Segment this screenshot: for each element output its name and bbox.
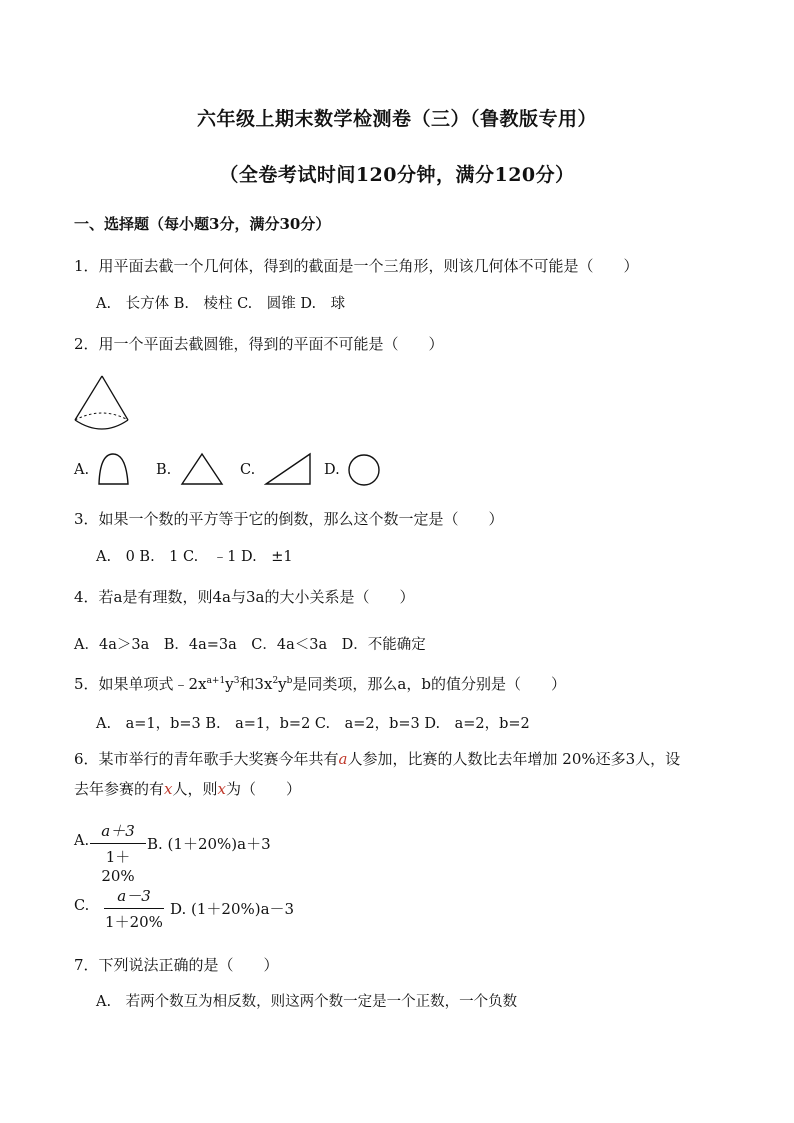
- q6-option-a-denominator: 1＋20%: [101, 848, 135, 885]
- question-5: [74, 673, 566, 694]
- option-c-label: C.: [240, 462, 256, 478]
- question-5-options: A. a=1，b=3 B. a=1，b=2 C. a=2，b=3 D. a=2，b=2: [96, 716, 530, 732]
- question-7-option-a: A. 若两个数互为相反数，则这两个数一定是一个正数，一个负数: [96, 994, 518, 1010]
- q5-mid: 和3x: [239, 675, 273, 693]
- q6-variable-x-2: x: [217, 780, 226, 798]
- cone-figure: [70, 372, 134, 434]
- circle-shape: [346, 452, 382, 488]
- q5-stem-post: 是同类项，那么a，b的值分别是（ ）: [292, 675, 566, 693]
- question-3-options: A. 0 B. 1 C. ﹣1 D. ±1: [96, 549, 293, 565]
- q6-text-4: 人，则: [172, 780, 218, 798]
- q5-exponent-3: 2: [272, 676, 279, 686]
- question-4-options: A．4a＞3a B．4a=3a C．4a＜3a D．不能确定: [74, 637, 426, 653]
- q6-option-c-numerator: a－3: [117, 887, 151, 905]
- q6-text-1: 6．某市举行的青年歌手大奖赛今年共有: [74, 750, 339, 768]
- question-7: 7．下列说法正确的是（ ）: [74, 956, 279, 974]
- triangle-shape: [180, 452, 224, 486]
- q6-variable-a: a: [338, 750, 348, 768]
- question-1-options: A. 长方体 B. 棱柱 C. 圆锥 D. 球: [96, 296, 346, 312]
- question-3: 3．如果一个数的平方等于它的倒数，那么这个数一定是（ ）: [74, 510, 504, 528]
- q5-var-y1: y: [225, 675, 234, 693]
- q5-exponent-2: 3: [233, 676, 240, 686]
- option-a-label: A.: [74, 462, 90, 478]
- right-triangle-shape: [264, 452, 312, 486]
- question-6-line-1: [74, 748, 680, 769]
- q6-text-2: 人参加，比赛的人数比去年增加 20%还多3人，设: [347, 750, 681, 768]
- section-heading: 一、选择题（每小题3分，满分30分）: [74, 215, 331, 233]
- page-subtitle: （全卷考试时间120分钟，满分120分）: [219, 164, 575, 186]
- page-title: 六年级上期末数学检测卷（三）（鲁教版专用）: [196, 108, 597, 130]
- question-1: 1．用平面去截一个几何体，得到的截面是一个三角形，则该几何体不可能是（ ）: [74, 257, 639, 275]
- option-d-label: D.: [324, 462, 340, 478]
- q6-option-c-fraction: [104, 885, 164, 932]
- q6-option-b: B. (1＋20%)a＋3: [147, 835, 271, 853]
- q6-variable-x: x: [164, 780, 173, 798]
- option-b-label: B.: [156, 462, 172, 478]
- q5-exponent-1: a+1: [206, 676, 226, 686]
- q5-exponent-4: b: [286, 676, 293, 686]
- q6-option-a-fraction: [90, 820, 146, 885]
- q5-var-y2: y: [278, 675, 287, 693]
- q6-option-a-label: A.: [74, 833, 90, 849]
- fraction-bar: [90, 843, 146, 844]
- question-6-line-2: [74, 778, 301, 799]
- q6-text-5: 为（ ）: [225, 780, 301, 798]
- parabola-section-shape: [96, 452, 132, 486]
- q6-option-c-label: C.: [74, 898, 90, 914]
- question-2: 2．用一个平面去截圆锥，得到的平面不可能是（ ）: [74, 335, 444, 353]
- question-4: 4．若a是有理数，则4a与3a的大小关系是（ ）: [74, 588, 415, 606]
- q6-option-c-denominator: 1＋20%: [105, 913, 163, 931]
- q5-stem-pre: 5．如果单项式﹣2x: [74, 675, 207, 693]
- q6-option-a-numerator: a＋3: [101, 822, 135, 840]
- q6-option-d: D. (1＋20%)a－3: [170, 900, 295, 918]
- fraction-bar: [104, 908, 164, 909]
- q6-text-3: 去年参赛的有: [74, 780, 165, 798]
